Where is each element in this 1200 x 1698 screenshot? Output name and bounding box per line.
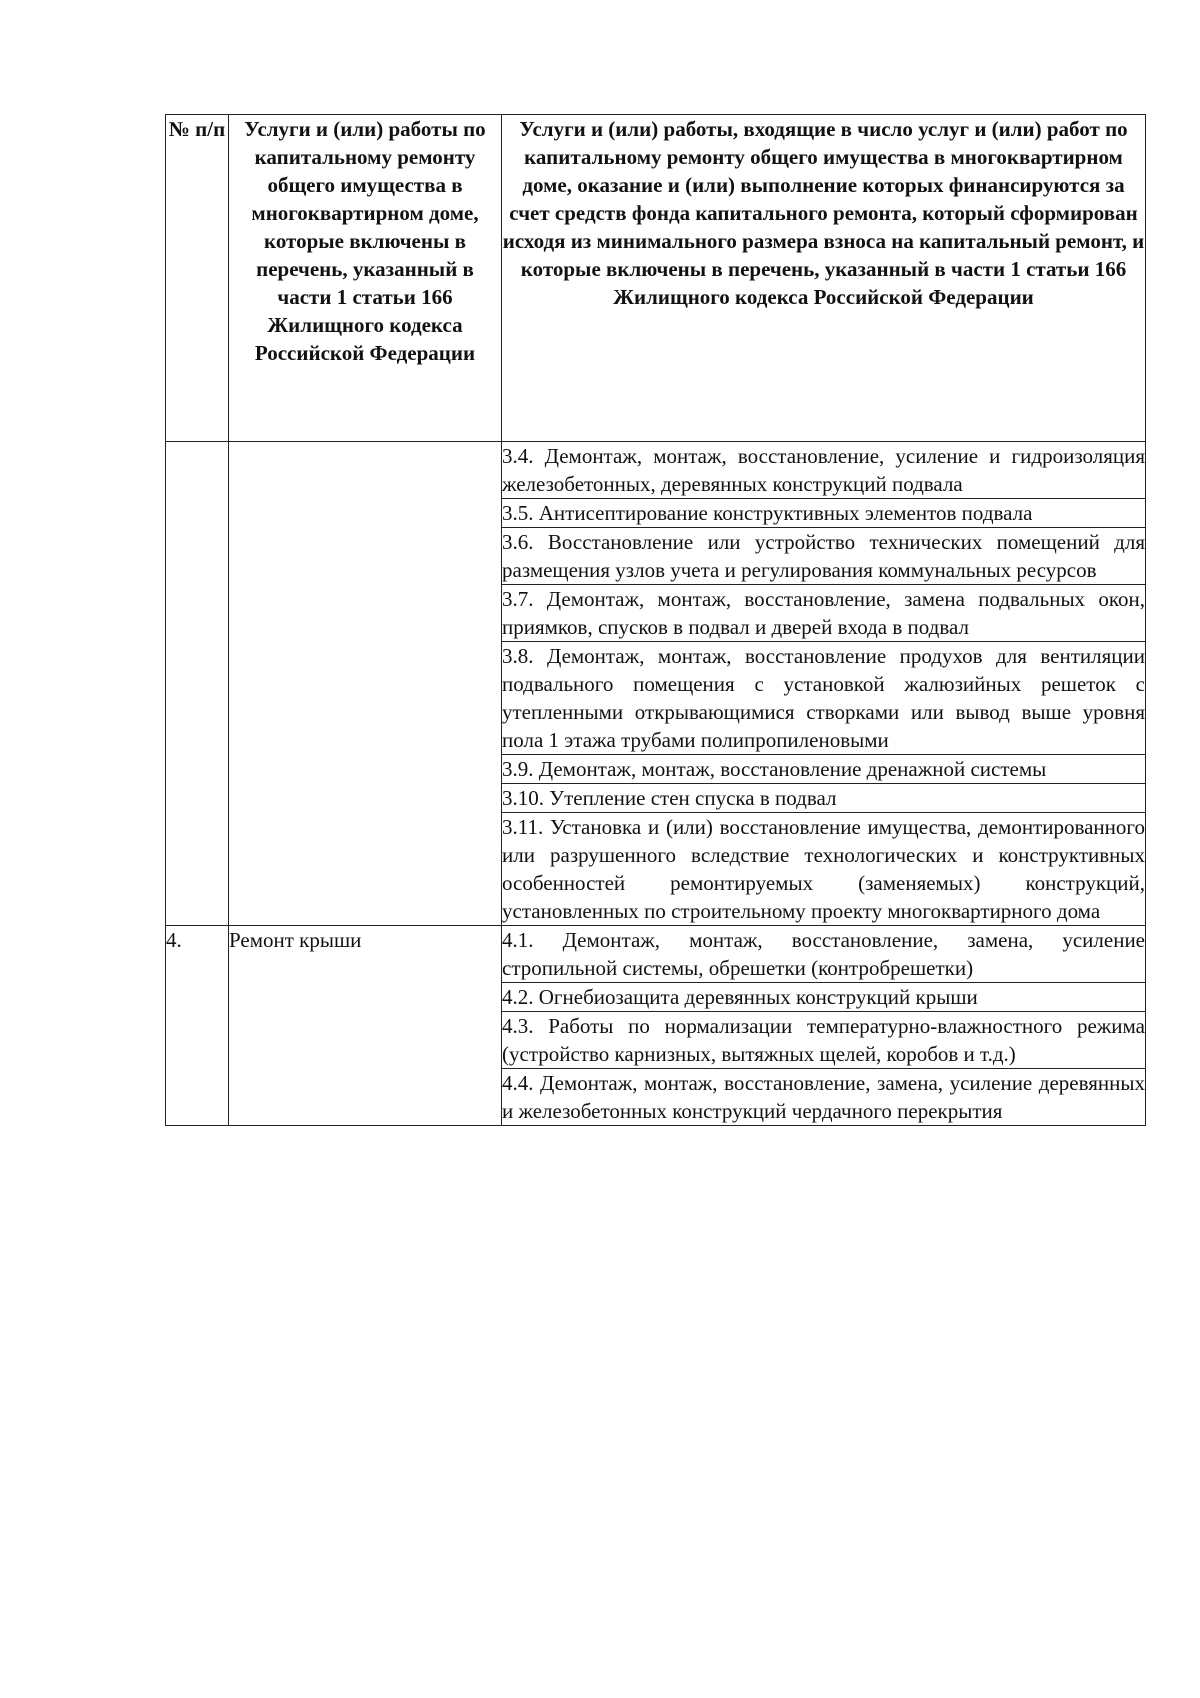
table-cell-3-10: 3.10. Утепление стен спуска в подвал: [502, 784, 1146, 813]
table-cell-3-4: 3.4. Демонтаж, монтаж, восстановление, усиление и гидроизоляция железобетонных, деревянных конструкций подвала: [502, 442, 1146, 499]
group4-name-cell: Ремонт крыши: [229, 926, 502, 1126]
table-cell-3-6: 3.6. Восстановление или устройство технических помещений для размещения узлов учета и регулирования коммунальных ресурсов: [502, 528, 1146, 585]
table-header-row: [166, 115, 1146, 442]
table-cell-4-1: 4.1. Демонтаж, монтаж, восстановление, замена, усиление стропильной системы, обрешетки (контробрешетки): [502, 926, 1146, 983]
group3-number-cell: [166, 442, 229, 926]
table-row: [166, 442, 1146, 499]
table-cell-3-9: 3.9. Демонтаж, монтаж, восстановление дренажной системы: [502, 755, 1146, 784]
table-cell-3-5: 3.5. Антисептирование конструктивных элементов подвала: [502, 499, 1146, 528]
table-cell-3-8: 3.8. Демонтаж, монтаж, восстановление продухов для вентиляции подвального помещения с установкой жалюзийных решеток с утепленными открывающимися створками или вывод выше уровня пола 1 этажа трубами полипропиленовыми: [502, 642, 1146, 755]
table-cell-3-11: 3.11. Установка и (или) восстановление имущества, демонтированного или разрушенного вследствие технологических и конструктивных особенностей ремонтируемых (заменяемых) конструкций, установленных по строительному проекту многоквартирного дома: [502, 813, 1146, 926]
header-services: Услуги и (или) работы по капитальному ремонту общего имущества в многоквартирном доме, которые включены в перечень, указанный в части 1 статьи 166 Жилищного кодекса Российской Федерации: [229, 115, 502, 442]
header-number: № п/п: [166, 115, 229, 442]
table-cell-4-3: 4.3. Работы по нормализации температурно-влажностного режима (устройство карнизных, вытяжных щелей, коробов и т.д.): [502, 1012, 1146, 1069]
capital-repair-services-table: [165, 114, 1146, 1126]
table-row: [166, 926, 1146, 983]
group3-name-cell: [229, 442, 502, 926]
group4-number-cell: 4.: [166, 926, 229, 1126]
table-cell-4-2: 4.2. Огнебиозащита деревянных конструкций крыши: [502, 983, 1146, 1012]
table-cell-4-4: 4.4. Демонтаж, монтаж, восстановление, замена, усиление деревянных и железобетонных конструкций чердачного перекрытия: [502, 1069, 1146, 1126]
table-cell-3-7: 3.7. Демонтаж, монтаж, восстановление, замена подвальных окон, приямков, спусков в подвал и дверей входа в подвал: [502, 585, 1146, 642]
header-service-details: Услуги и (или) работы, входящие в число услуг и (или) работ по капитальному ремонту общего имущества в многоквартирном доме, оказание и (или) выполнение которых финансируются за счет средств фонда капитального ремонта, который сформирован исходя из минимального размера взноса на капитальный ремонт, и которые включены в перечень, указанный в части 1 статьи 166 Жилищного кодекса Российской Федерации: [502, 115, 1146, 442]
